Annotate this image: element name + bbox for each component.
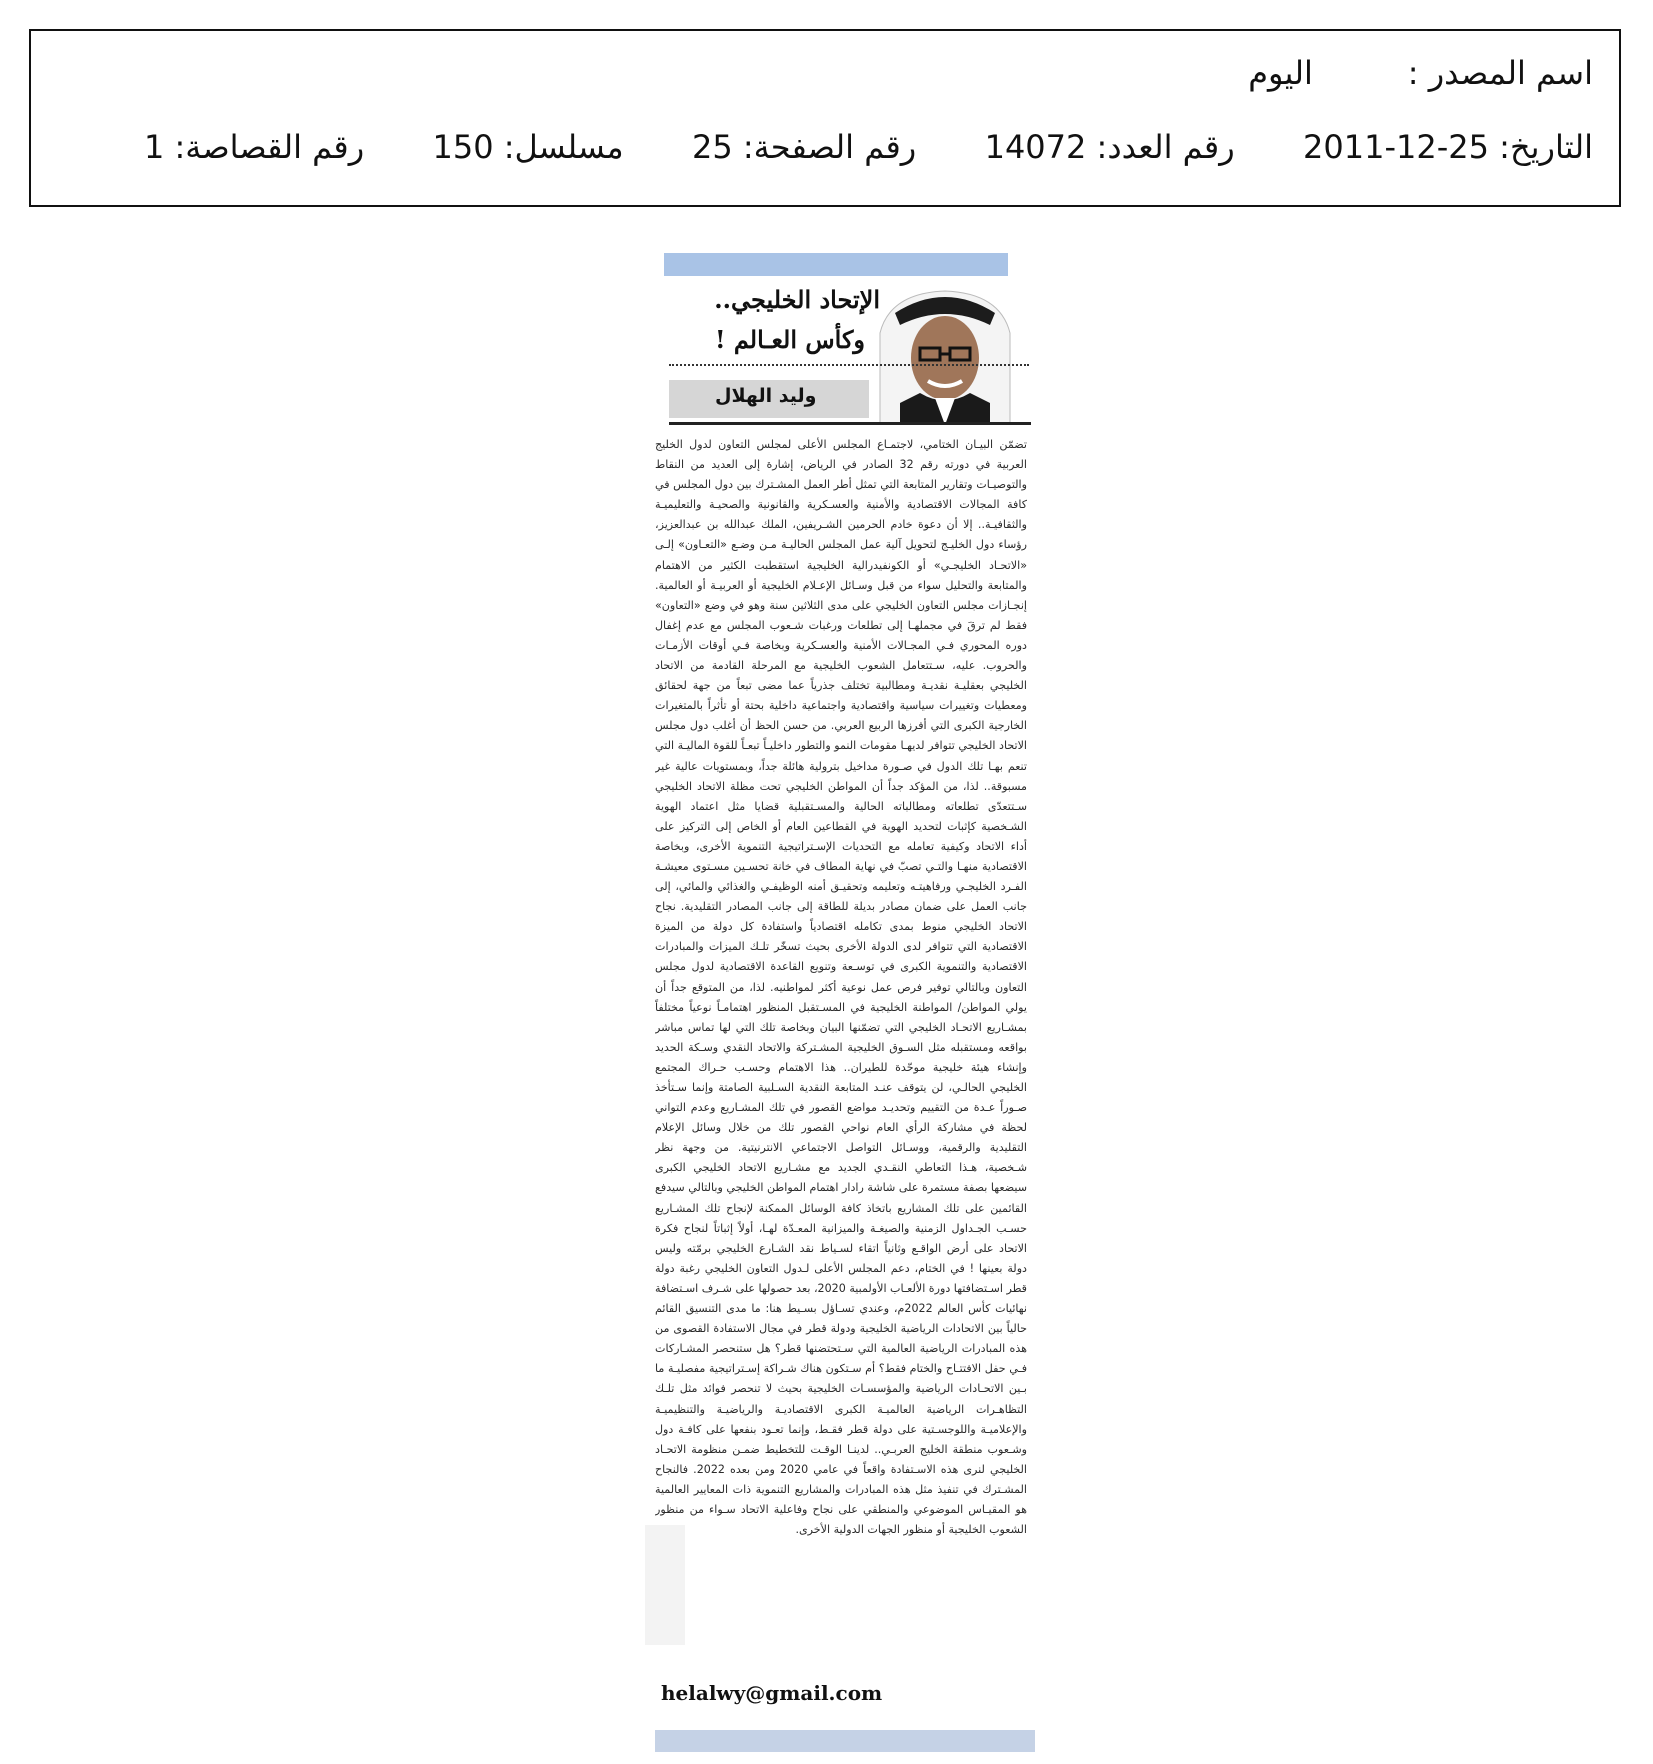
bottom-color-bar (655, 1730, 1035, 1752)
article-body: تضمّن البيـان الختامي، لاجتمـاع المجلس الأعلى لمجلس التعاون لدول الخليج العربية في دورته رقم 32 الصادر في الرياض، إشارة إلى العديد من النقاط والتوصيـات وتقارير المتابعة التي تمثل أطر العمل المشـترك بين دول المجلس في كافة المجالات الاقتصادية والأمنية والعسـكرية والقانونية والصحيـة والتعليميـة والثقافيـة.. إلا أن دعوة خادم الحرمين الشـريفين، الملك عبدالله بن عبدالعزيز، رؤساء دول الخليـج لتحويل آلية عمل المجلس الحاليـة مـن وضـع «التعـاون» إلـى «الاتحـاد الخليجـي» أو الكونفيدرالية الخليجية استقطبت الكثير من الاهتمام والمتابعة والتحليل سواء من قبل وسـائل الإعـلام الخليجية أو العربيـة أو العالمية. إنجـازات مجلس التعاون الخليجي على مدى الثلاثين سنة وهو في وضع «التعاون» فقط لم ترقَ في مجملهـا إلى تطلعات ورغبات شـعوب المجلس مع عدم إغفال دوره المحوري فـي المجـالات الأمنية والعسـكرية وبخاصة فـي أوقات الأزمـات والحروب. عليه، سـتتعامل الشعوب الخليجية مع المرحلة القادمة من الاتحاد الخليجي بعقليـة نقديـة ومطالبية تختلف جذرياً عما مضى تبعاً من جهة لحقائق ومعطيات وتغييرات سياسية واقتصادية واجتماعية داخلية بحتة أو تأثراً بالمتغيرات الخارجية الكبرى التي أفرزها الربيع العربي. من حسن الحظ أن أغلب دول مجلس الاتحاد الخليجي تتوافر لديهـا مقومات النمو والتطور داخليـاً تبعـاً للقوة الماليـة التي تنعم بهـا تلك الدول في صـورة مداخيل بترولية هائلة جداً، وبمستويات عالية غير مسبوقة.. لذا، من المؤكد جداً أن المواطن الخليجي تحت مظلة الاتحاد الخليجي سـتتعدّى تطلعاته ومطالباته الحالية والمسـتقبلية قضايا مثل اعتماد الهوية الشـخصية كإثبات لتحديد الهوية في القطاعين العام أو الخاص إلى التركيز على أداء الاتحاد وكيفية تعامله مع التحديات الإسـتراتيجية التنموية الأخرى، وبخاصة الاقتصادية منهـا والتـي تصبّ في نهاية المطاف في خانة تحسـين مسـتوى معيشـة الفـرد الخليجـي ورفاهيتـه وتعليمه وتحقيـق أمنه الوظيفـي والغذائي والمائي، إلى جانب العمل على ضمان مصادر بديلة للطاقة إلى جانب المصادر التقليدية. نجاح الاتحاد الخليجي منوط بمدى تكامله اقتصادياً واستفادة كل دولة من الميزة الاقتصادية التي تتوافر لدى الدولة الأخرى بحيث تسخّر تلـك الميزات والمبادرات الاقتصادية والتنموية الكبرى في توسـعة وتنويع القاعدة الاقتصادية لدول مجلس التعاون وبالتالي توفير فرص عمل نوعية أكثر لمواطنيه. لذا، من المتوقع جداً أن يولي المواطن/ المواطنة الخليجية في المسـتقبل المنظور اهتمامـاً نوعياً مختلفاً بمشـاريع الاتحـاد الخليجي التي تضمّنها البيان وبخاصة تلك التي لها تماس مباشر بواقعه ومستقبله مثل السـوق الخليجية المشـتركة والاتحاد النقدي وسـكة الحديد وإنشاء هيئة خليجية موحّدة للطيران.. هذا الاهتمام وحسـب حـراك المجتمع الخليجي الحالـي، لن يتوقف عنـد المتابعة النقدية السـلبية الصامتة وإنما سـتأخذ صـوراً عـدة من التقييم وتحديـد مواضع القصور في تلك المشـاريع وعدم التواني لحظة في مشاركة الرأي العام نواحي القصور تلك من خلال وسائل الإعلام التقليدية والرقمية، ووسـائل التواصل الاجتماعي الانترنيتية. من وجهة نظر شـخصية، هـذا التعاطي النقـدي الجديد مع مشـاريع الاتحاد الخليجي الكبرى سيضعها بصفة مستمرة على شاشة رادار اهتمام المواطن الخليجي وبالتالي سيدفع القائمين على تلك المشاريع باتخاذ كافة الوسائل الممكنة لإنجاح تلك المشـاريع حسـب الجـداول الزمنية والصيغـة والميزانية المعـدّة لهـا، أولاً إثباتاً لنجاح فكرة الاتحاد على أرض الواقـع وثانياً اتقاء لسـياط نقد الشـارع الخليجي برمّته وليس دولة بعينها ! في الختام، دعم المجلس الأعلى لـدول التعاون الخليجي رغبة دولة قطر اسـتضافتها دورة الألعـاب الأولمبية 2020، بعد حصولها على شـرف اسـتضافة نهائيات كأس العالم 2022م، وعندي تسـاؤل بسـيط هنا: ما مدى التنسيق القائم حالياً بين الاتحادات الرياضية الخليجية ودولة قطر في مجال الاستفادة القصوى من هذه المبادرات الرياضية العالمية التي سـتحتضنها قطر؟ هل ستنحصر المشـاركات فـي حفل الافتتـاح والختام فقط؟ أم سـتكون هناك شـراكة إسـتراتيجية مفصليـة ما بـين الاتحـادات الرياضية والمؤسسـات الخليجية بحيث لا تنحصر فوائد مثل تلـك التظاهـرات الرياضية العالميـة الكبرى الاقتصاديـة والرياضيـة والتنظيميـة والإعلاميـة واللوجسـتية على دولة قطر فقـط، وإنما تعـود بنفعها على كافـة دول وشـعوب منطقة الخليج العربـي.. لدينـا الوقـت للتخطيط ضمـن منظومة الاتحـاد الخليجي لنرى هذه الاسـتفادة واقعاً في عامي 2020 ومن بعده 2022. فالنجاح المشـترك في تنفيذ مثل هذه المبادرات والمشاريع التنموية ذات المعايير العالمية هو المقيـاس الموضوعي والمنطقي على نجاح وفاعلية الاتحاد سـواء من منظور الشعوب الخليجية أو منظور الجهات الدولية الأخرى. (655, 438, 1027, 1537)
issue-label: رقم العدد: (1096, 128, 1235, 166)
page-label: رقم الصفحة: (742, 128, 917, 166)
meta-line (144, 128, 1593, 166)
page-value: 25 (691, 128, 733, 166)
source-line (1248, 54, 1593, 92)
issue-value: 14072 (984, 128, 1087, 166)
article-title-line1: الإتحاد الخليجي.. (714, 285, 880, 314)
date-label: التاريخ: (1499, 128, 1593, 166)
author-underline (669, 422, 1031, 425)
clip-value: 1 (143, 128, 165, 166)
dotted-divider (669, 364, 1029, 366)
newspaper-clipping (655, 235, 1040, 1760)
clip-label: رقم القصاصة: (174, 128, 365, 166)
article-title-line2: وكأس العـالم ! (714, 325, 865, 354)
serial-value: 150 (432, 128, 494, 166)
author-name: وليد الهلال (715, 385, 817, 407)
serial-label: مسلسل: (503, 128, 624, 166)
date-value: 2011-12-25 (1303, 128, 1489, 166)
source-label: اسم المصدر : (1407, 54, 1593, 92)
author-email: helalwy@gmail.com (661, 1681, 883, 1705)
source-value: اليوم (1248, 54, 1313, 92)
author-photo-icon (860, 273, 1030, 425)
